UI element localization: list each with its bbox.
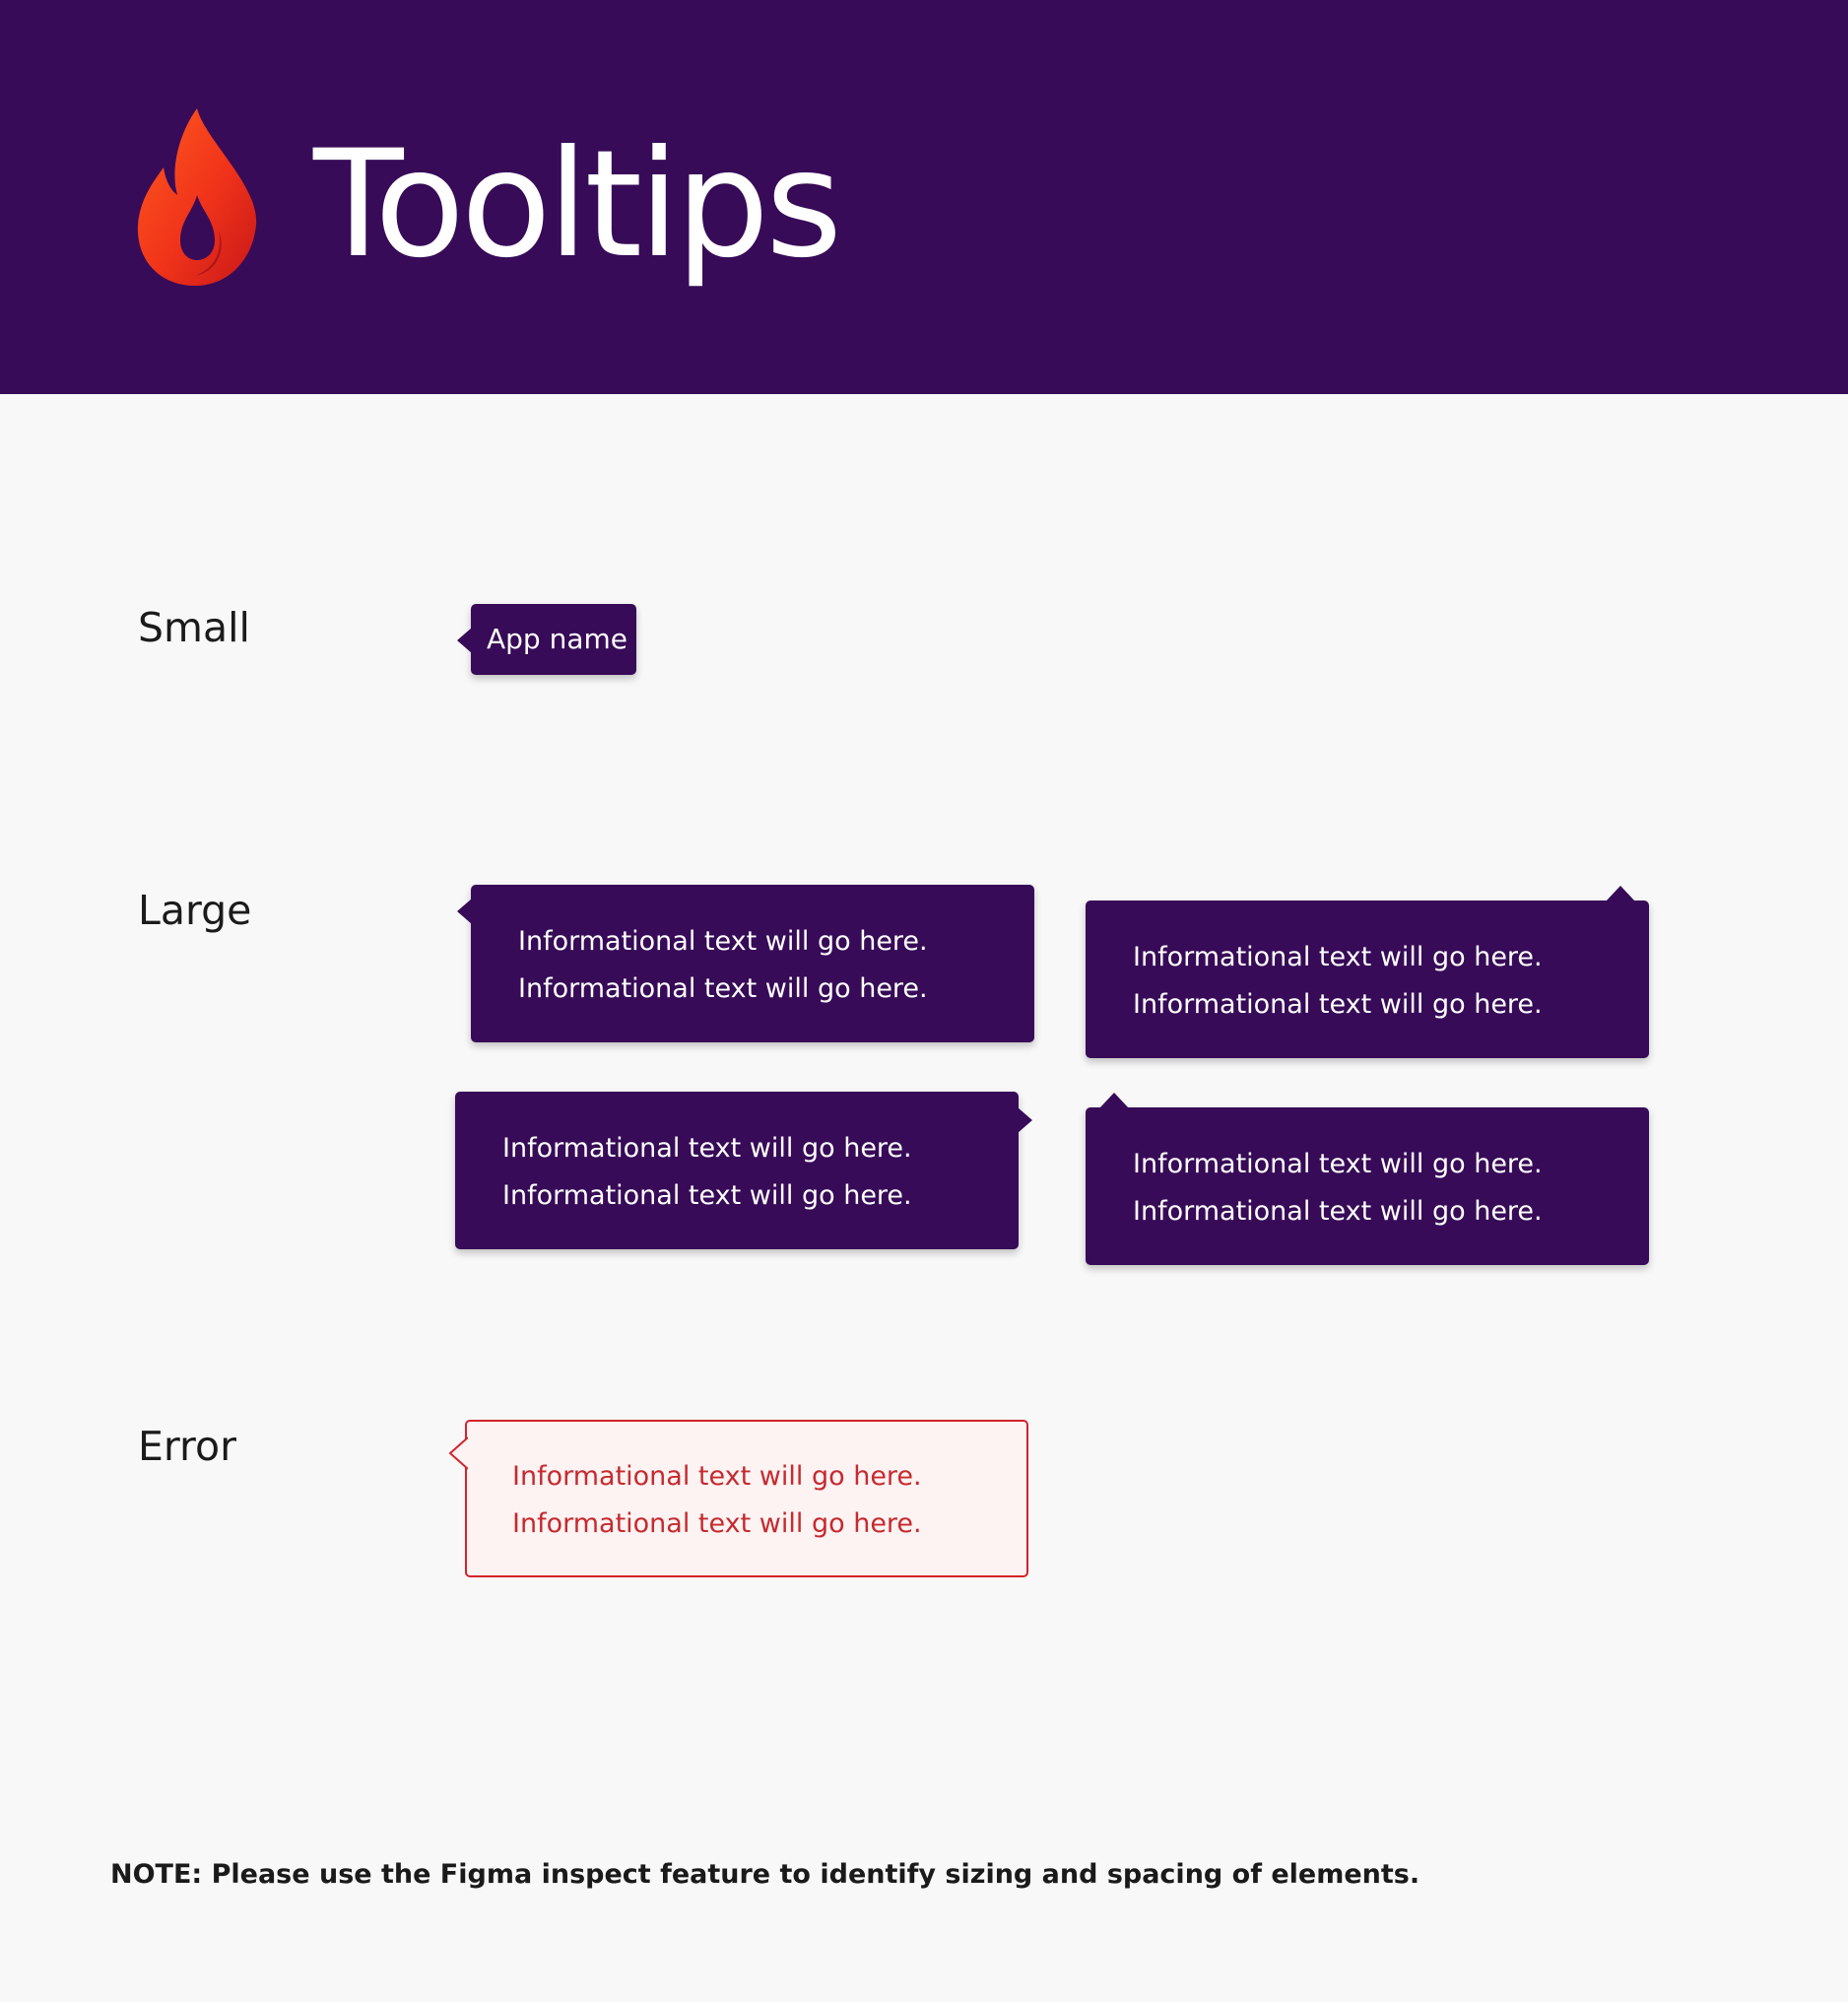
large-tooltip-arrow-left: [471, 885, 1034, 1042]
large-tooltip-arrow-top-right: [1086, 901, 1649, 1058]
small-tooltip: [471, 604, 636, 675]
tooltip-arrow-left: [457, 899, 472, 924]
tooltip-text: App name: [487, 623, 628, 655]
tooltip-arrow-left: [447, 1436, 473, 1470]
tooltip-line: Informational text will go here.: [518, 926, 928, 957]
flame-icon: [136, 108, 259, 286]
tooltip-line: Informational text will go here.: [502, 1133, 912, 1164]
tooltip-arrow-up: [1099, 1093, 1129, 1108]
large-tooltip-arrow-top-left: [1086, 1107, 1649, 1265]
page-title: Tooltips: [313, 119, 839, 291]
tooltip-line: Informational text will go here.: [1133, 1196, 1543, 1227]
section-label-error: Error: [138, 1423, 236, 1470]
tooltip-arrow-right: [1018, 1107, 1032, 1133]
tooltip-line: Informational text will go here.: [1133, 1149, 1543, 1179]
error-tooltip: [465, 1420, 1028, 1577]
section-label-small: Small: [138, 604, 250, 651]
section-label-large: Large: [138, 887, 252, 934]
tooltip-line: Informational text will go here.: [1133, 989, 1543, 1020]
tooltip-arrow-up: [1606, 886, 1635, 901]
tooltip-line: Informational text will go here.: [518, 973, 928, 1004]
error-tooltip-line: Informational text will go here.: [512, 1461, 922, 1492]
tooltip-line: Informational text will go here.: [502, 1180, 912, 1211]
tooltip-arrow-left: [457, 628, 472, 653]
large-tooltip-arrow-right: [455, 1092, 1019, 1249]
page-header: [0, 0, 1848, 394]
footer-note: NOTE: Please use the Figma inspect feature to identify sizing and spacing of elements.: [110, 1859, 1420, 1890]
error-tooltip-line: Informational text will go here.: [512, 1508, 922, 1539]
tooltip-line: Informational text will go here.: [1133, 942, 1543, 972]
